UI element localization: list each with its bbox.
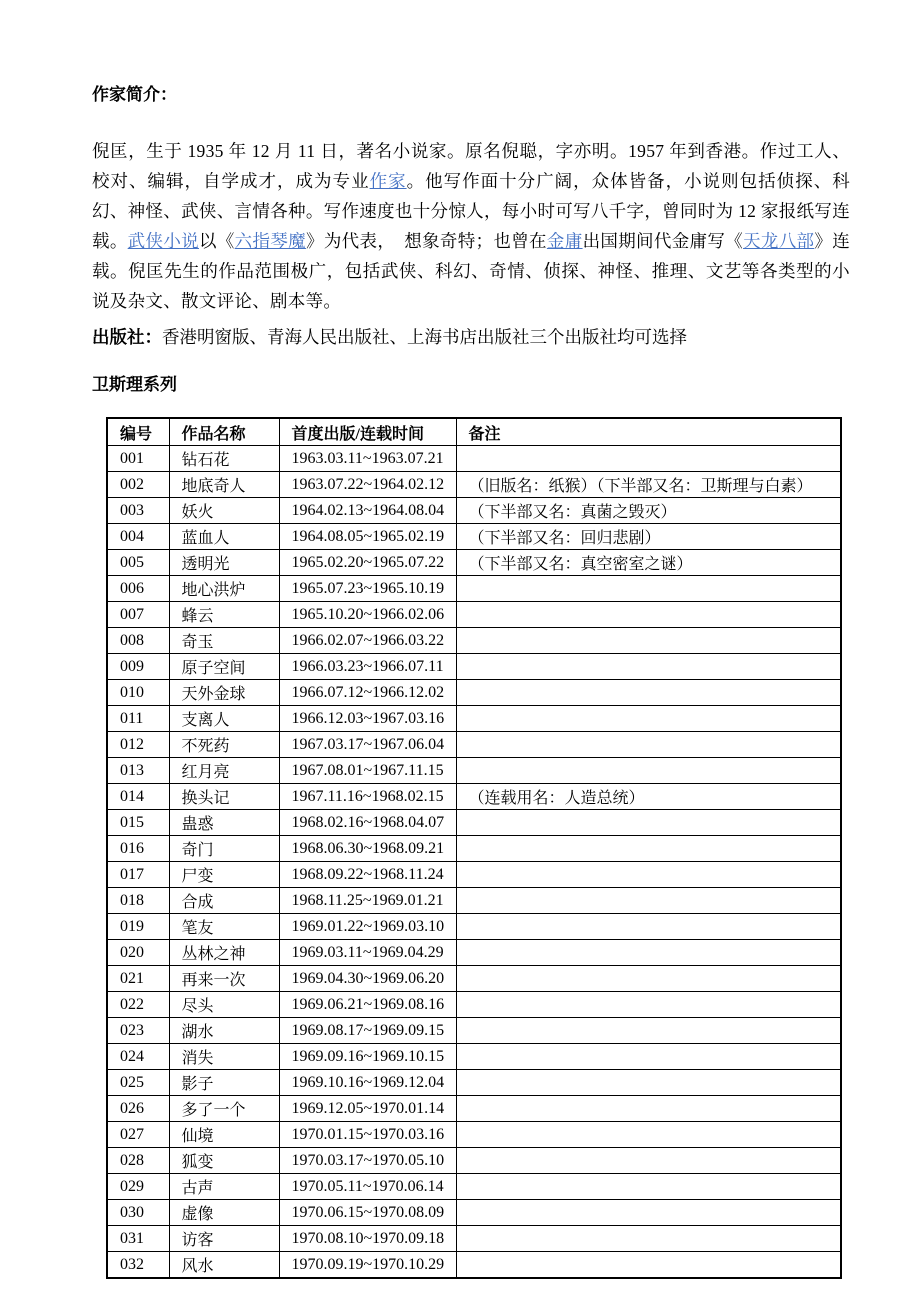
table-row — [107, 914, 841, 940]
cell-id: 011 — [107, 706, 169, 732]
cell-id: 013 — [107, 758, 169, 784]
table-row — [107, 680, 841, 706]
cell-dates: 1964.08.05~1965.02.19 — [279, 524, 456, 550]
cell-remark — [456, 810, 841, 836]
cell-dates: 1969.08.17~1969.09.15 — [279, 1018, 456, 1044]
inline-link[interactable]: 武侠小说 — [127, 231, 199, 251]
cell-id: 025 — [107, 1070, 169, 1096]
cell-dates: 1970.05.11~1970.06.14 — [279, 1174, 456, 1200]
cell-name: 支离人 — [169, 706, 279, 732]
cell-id: 003 — [107, 498, 169, 524]
cell-remark — [456, 1226, 841, 1252]
table-row — [107, 862, 841, 888]
paragraph-text: 倪匡，生于 1935 年 12 月 11 日，著名小说家。原名倪聪，字亦明。1957 年到香港。作过工人、校对、编辑，自学成才，成为专业 — [92, 141, 850, 191]
cell-dates: 1969.10.16~1969.12.04 — [279, 1070, 456, 1096]
cell-id: 016 — [107, 836, 169, 862]
cell-name: 多了一个 — [169, 1096, 279, 1122]
table-row — [107, 966, 841, 992]
cell-dates: 1966.07.12~1966.12.02 — [279, 680, 456, 706]
cell-id: 028 — [107, 1148, 169, 1174]
cell-remark — [456, 888, 841, 914]
table-row — [107, 602, 841, 628]
cell-name: 地底奇人 — [169, 472, 279, 498]
cell-name: 钻石花 — [169, 446, 279, 472]
cell-name: 丛林之神 — [169, 940, 279, 966]
inline-link[interactable]: 天龙八部 — [743, 231, 815, 251]
cell-name: 蜂云 — [169, 602, 279, 628]
cell-dates: 1969.06.21~1969.08.16 — [279, 992, 456, 1018]
cell-remark — [456, 992, 841, 1018]
cell-remark — [456, 628, 841, 654]
table-row — [107, 1148, 841, 1174]
table-row — [107, 1044, 841, 1070]
cell-remark — [456, 602, 841, 628]
cell-id: 030 — [107, 1200, 169, 1226]
cell-name: 古声 — [169, 1174, 279, 1200]
inline-link[interactable]: 六指琴魔 — [234, 231, 306, 251]
cell-dates: 1964.02.13~1964.08.04 — [279, 498, 456, 524]
cell-remark — [456, 576, 841, 602]
cell-id: 008 — [107, 628, 169, 654]
inline-link[interactable]: 作家 — [369, 171, 407, 191]
cell-remark — [456, 862, 841, 888]
cell-dates: 1966.12.03~1967.03.16 — [279, 706, 456, 732]
cell-dates: 1966.02.07~1966.03.22 — [279, 628, 456, 654]
table-row — [107, 1174, 841, 1200]
cell-dates: 1969.03.11~1969.04.29 — [279, 940, 456, 966]
cell-remark: （旧版名：纸猴）（下半部又名：卫斯理与白素） — [456, 472, 841, 498]
cell-id: 020 — [107, 940, 169, 966]
cell-name: 不死药 — [169, 732, 279, 758]
table-row — [107, 654, 841, 680]
cell-name: 地心洪炉 — [169, 576, 279, 602]
series-heading: 卫斯理系列 — [92, 375, 177, 394]
cell-remark — [456, 732, 841, 758]
table-row — [107, 706, 841, 732]
cell-dates: 1970.03.17~1970.05.10 — [279, 1148, 456, 1174]
cell-remark — [456, 1070, 841, 1096]
cell-id: 023 — [107, 1018, 169, 1044]
cell-remark — [456, 914, 841, 940]
cell-dates: 1968.02.16~1968.04.07 — [279, 810, 456, 836]
cell-dates: 1967.03.17~1967.06.04 — [279, 732, 456, 758]
cell-id: 019 — [107, 914, 169, 940]
cell-name: 奇玉 — [169, 628, 279, 654]
cell-remark — [456, 1148, 841, 1174]
cell-dates: 1968.09.22~1968.11.24 — [279, 862, 456, 888]
cell-remark — [456, 940, 841, 966]
table-row — [107, 1018, 841, 1044]
cell-remark — [456, 1044, 841, 1070]
cell-name: 红月亮 — [169, 758, 279, 784]
publisher-label: 出版社： — [92, 327, 162, 347]
paragraph-text: 》为代表， 想象奇特；也曾在 — [306, 231, 547, 251]
intro-heading: 作家简介： — [92, 85, 177, 104]
cell-id: 022 — [107, 992, 169, 1018]
table-row — [107, 992, 841, 1018]
cell-remark — [456, 680, 841, 706]
header-dates: 首度出版/连载时间 — [279, 418, 456, 446]
cell-name: 再来一次 — [169, 966, 279, 992]
cell-remark — [456, 1122, 841, 1148]
cell-name: 访客 — [169, 1226, 279, 1252]
table-row — [107, 1252, 841, 1279]
cell-id: 015 — [107, 810, 169, 836]
cell-id: 014 — [107, 784, 169, 810]
cell-name: 妖火 — [169, 498, 279, 524]
cell-dates: 1965.02.20~1965.07.22 — [279, 550, 456, 576]
cell-dates: 1966.03.23~1966.07.11 — [279, 654, 456, 680]
publisher-line — [92, 326, 850, 348]
cell-dates: 1967.08.01~1967.11.15 — [279, 758, 456, 784]
cell-remark — [456, 836, 841, 862]
cell-name: 换头记 — [169, 784, 279, 810]
cell-name: 透明光 — [169, 550, 279, 576]
table-row — [107, 628, 841, 654]
cell-id: 031 — [107, 1226, 169, 1252]
cell-name: 湖水 — [169, 1018, 279, 1044]
cell-name: 尸变 — [169, 862, 279, 888]
paragraph-text: 。他写作面十分广阔，众体皆备，小说则包括侦探、科幻、神怪、武侠、言情各种。写作速度也十分惊人，每小时可写八千字，曾同时为 12 家报纸写连载。 — [92, 171, 850, 251]
cell-dates: 1970.06.15~1970.08.09 — [279, 1200, 456, 1226]
table-row — [107, 524, 841, 550]
cell-name: 蛊惑 — [169, 810, 279, 836]
header-id: 编号 — [107, 418, 169, 446]
cell-remark: （下半部又名：真菌之毁灭） — [456, 498, 841, 524]
table-row — [107, 758, 841, 784]
header-remark: 备注 — [456, 418, 841, 446]
cell-dates: 1970.01.15~1970.03.16 — [279, 1122, 456, 1148]
cell-id: 002 — [107, 472, 169, 498]
cell-dates: 1969.12.05~1970.01.14 — [279, 1096, 456, 1122]
table-row — [107, 446, 841, 472]
cell-dates: 1967.11.16~1968.02.15 — [279, 784, 456, 810]
table-row — [107, 784, 841, 810]
cell-remark — [456, 654, 841, 680]
table-row — [107, 810, 841, 836]
cell-name: 狐变 — [169, 1148, 279, 1174]
cell-dates: 1965.07.23~1965.10.19 — [279, 576, 456, 602]
cell-remark: （下半部又名：真空密室之谜） — [456, 550, 841, 576]
cell-id: 029 — [107, 1174, 169, 1200]
cell-name: 仙境 — [169, 1122, 279, 1148]
cell-name: 虚像 — [169, 1200, 279, 1226]
table-row — [107, 576, 841, 602]
cell-remark — [456, 966, 841, 992]
cell-id: 027 — [107, 1122, 169, 1148]
cell-id: 026 — [107, 1096, 169, 1122]
cell-remark — [456, 1174, 841, 1200]
cell-remark — [456, 1252, 841, 1279]
works-table — [106, 417, 842, 1279]
cell-id: 005 — [107, 550, 169, 576]
table-row — [107, 940, 841, 966]
cell-id: 009 — [107, 654, 169, 680]
inline-link[interactable]: 金庸 — [546, 231, 583, 251]
cell-remark — [456, 1096, 841, 1122]
table-row — [107, 836, 841, 862]
cell-remark — [456, 1200, 841, 1226]
cell-name: 尽头 — [169, 992, 279, 1018]
table-header-row — [107, 418, 841, 446]
table-row — [107, 888, 841, 914]
cell-id: 001 — [107, 446, 169, 472]
cell-id: 017 — [107, 862, 169, 888]
cell-id: 012 — [107, 732, 169, 758]
cell-id: 018 — [107, 888, 169, 914]
cell-dates: 1969.01.22~1969.03.10 — [279, 914, 456, 940]
cell-name: 合成 — [169, 888, 279, 914]
cell-id: 004 — [107, 524, 169, 550]
table-row — [107, 1200, 841, 1226]
cell-id: 032 — [107, 1252, 169, 1279]
cell-dates: 1965.10.20~1966.02.06 — [279, 602, 456, 628]
cell-name: 天外金球 — [169, 680, 279, 706]
cell-remark — [456, 706, 841, 732]
table-row — [107, 1226, 841, 1252]
table-row — [107, 1070, 841, 1096]
paragraph-text: 以《 — [199, 231, 235, 251]
cell-dates: 1963.03.11~1963.07.21 — [279, 446, 456, 472]
cell-dates: 1968.11.25~1969.01.21 — [279, 888, 456, 914]
cell-remark — [456, 446, 841, 472]
paragraph-text: 》连载。倪匡先生的作品范围极广，包括武侠、科幻、奇情、侦探、神怪、推理、文艺等各类型的小说及杂文、散文评论、剧本等。 — [92, 231, 851, 311]
table-row — [107, 1122, 841, 1148]
cell-name: 笔友 — [169, 914, 279, 940]
cell-id: 010 — [107, 680, 169, 706]
cell-name: 蓝血人 — [169, 524, 279, 550]
cell-name: 影子 — [169, 1070, 279, 1096]
cell-name: 奇门 — [169, 836, 279, 862]
cell-id: 024 — [107, 1044, 169, 1070]
table-row — [107, 472, 841, 498]
intro-paragraph — [92, 136, 850, 316]
table-row — [107, 732, 841, 758]
cell-remark — [456, 758, 841, 784]
cell-id: 007 — [107, 602, 169, 628]
cell-dates: 1970.08.10~1970.09.18 — [279, 1226, 456, 1252]
cell-dates: 1969.09.16~1969.10.15 — [279, 1044, 456, 1070]
cell-name: 原子空间 — [169, 654, 279, 680]
cell-dates: 1969.04.30~1969.06.20 — [279, 966, 456, 992]
table-row — [107, 498, 841, 524]
cell-dates: 1968.06.30~1968.09.21 — [279, 836, 456, 862]
cell-remark — [456, 1018, 841, 1044]
header-name: 作品名称 — [169, 418, 279, 446]
table-row — [107, 1096, 841, 1122]
cell-dates: 1970.09.19~1970.10.29 — [279, 1252, 456, 1279]
table-row — [107, 550, 841, 576]
cell-id: 006 — [107, 576, 169, 602]
cell-id: 021 — [107, 966, 169, 992]
cell-dates: 1963.07.22~1964.02.12 — [279, 472, 456, 498]
cell-remark: （下半部又名：回归悲剧） — [456, 524, 841, 550]
paragraph-text: 出国期间代金庸写《 — [582, 231, 744, 251]
cell-name: 消失 — [169, 1044, 279, 1070]
cell-name: 风水 — [169, 1252, 279, 1279]
cell-remark: （连载用名：人造总统） — [456, 784, 841, 810]
publisher-text: 香港明窗版、青海人民出版社、上海书店出版社三个出版社均可选择 — [162, 327, 687, 347]
